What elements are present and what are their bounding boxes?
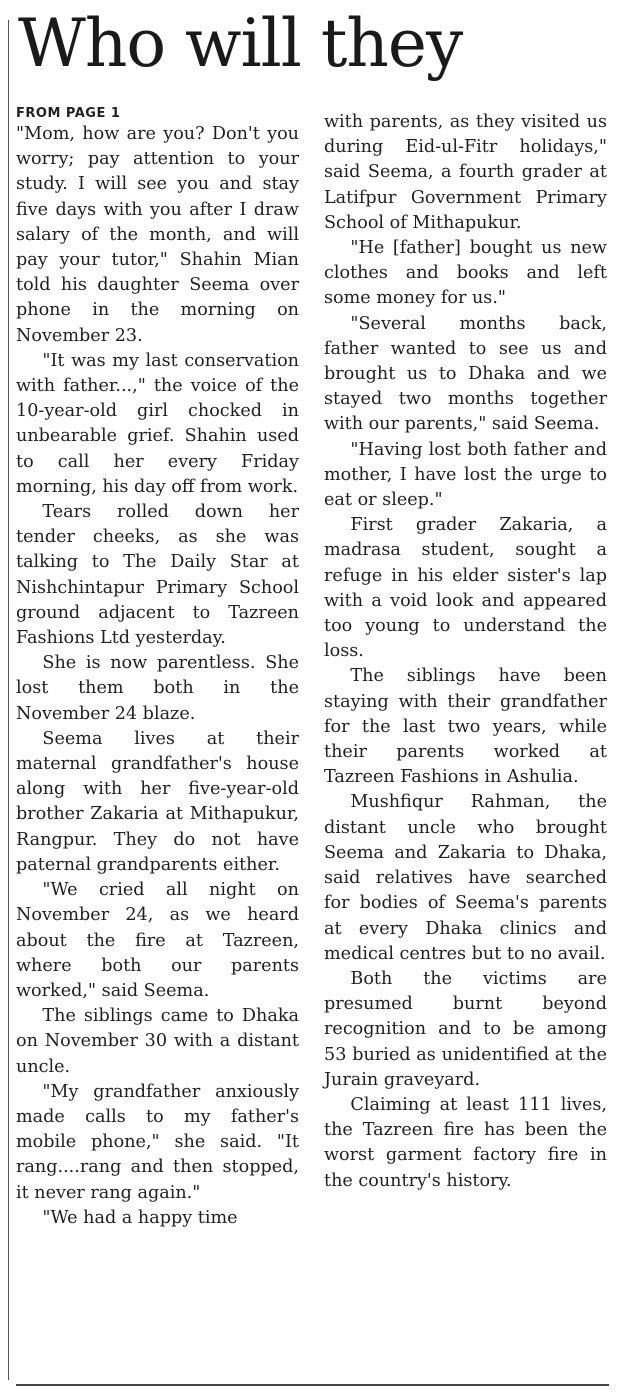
paragraph: Both the victims are presumed burnt beyond recognition and to be among 53 buried as unidentified at the Jurain graveyard. — [324, 968, 607, 1090]
bottom-rule — [16, 1384, 609, 1386]
paragraph: "Having lost both father and mother, I have lost the urge to eat or sleep." — [324, 439, 607, 511]
column-rule-left — [8, 20, 9, 1380]
paragraph: Mushfiqur Rahman, the distant uncle who brought Seema and Zakaria to Dhaka, said relatives have searched for bodies of Seema's parents at every Dhaka clinics and medical centres but to no avail. — [324, 792, 607, 964]
paragraph: "Mom, how are you? Don't you worry; pay attention to your study. I will see you and stay five days with you after I draw salary of the month, and will pay your tutor," Shahin Mian told his daughter Seema over phone in the morning on November 23. — [16, 124, 299, 346]
paragraph: "We had a happy time — [42, 1207, 238, 1228]
article-column-left — [16, 106, 299, 1231]
paragraph: The siblings have been staying with their grandfather for the last two years, while their parents worked at Tazreen Fashions in Ashulia. — [324, 666, 607, 788]
paragraph: "We cried all night on November 24, as we heard about the fire at Tazreen, where both our parents worked," said Seema. — [16, 880, 299, 1001]
paragraph: "It was my last conservation with father...," the voice of the 10-year-old girl chocked in unbearable grief. Shahin used to call her every Friday morning, his day off from work. — [16, 350, 299, 497]
paragraph: Tears rolled down her tender cheeks, as she was talking to The Daily Star at Nishchintapur Primary School ground adjacent to Tazreen Fashions Ltd yesterday. — [16, 502, 299, 649]
paragraph: Seema lives at their maternal grandfather's house along with her five-year-old brother Zakaria at Mithapukur, Rangpur. They do not have paternal grandparents either. — [16, 728, 299, 875]
paragraph: "He [father] bought us new clothes and books and left some money for us." — [324, 238, 607, 309]
paragraph: She is now parentless. She lost them both in the November 24 blaze. — [16, 653, 299, 724]
from-page-kicker: FROM PAGE 1 — [16, 106, 121, 121]
paragraph: Claiming at least 111 lives, the Tazreen fire has been the worst garment factory fire in the country's history. — [324, 1094, 607, 1191]
paragraph: The siblings came to Dhaka on November 30 with a distant uncle. — [16, 1006, 299, 1077]
paragraph: "My grandfather anxiously made calls to my father's mobile phone," she said. "It rang....rang and then stopped, it never rang again." — [16, 1081, 299, 1203]
paragraph-continued: with parents, as they visited us during Eid-ul-Fitr holidays," said Seema, a fourth grader at Latifpur Government Primary School of Mithapukur. — [324, 112, 607, 233]
paragraph: "Several months back, father wanted to see us and brought us to Dhaka and we stayed two months together with our parents," said Seema. — [324, 313, 607, 435]
article-column-right — [324, 110, 607, 1194]
paragraph: First grader Zakaria, a madrasa student, sought a refuge in his elder sister's lap with a void look and appeared too young to understand the loss. — [324, 515, 607, 662]
headline: Who will they — [18, 5, 463, 82]
